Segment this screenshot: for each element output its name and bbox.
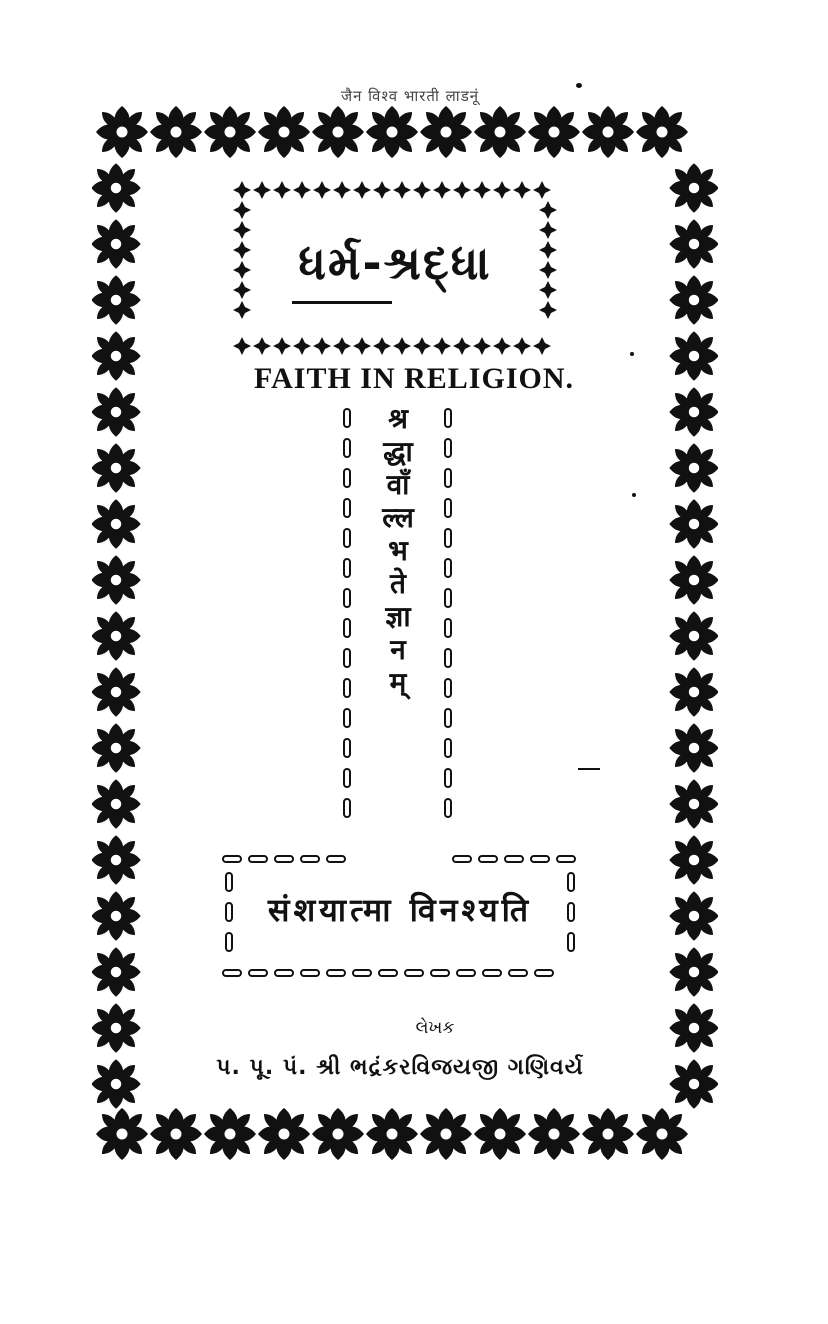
dash-ornament (343, 588, 351, 608)
english-subtitle: FAITH IN RELIGION. (254, 362, 574, 395)
dash-ornament (343, 528, 351, 548)
dash-ornament (444, 558, 452, 578)
star-ornament (453, 181, 471, 199)
dash-ornament (556, 855, 576, 863)
star-ornament (539, 261, 557, 279)
leaf-ornament (582, 1108, 634, 1160)
star-ornament (533, 181, 551, 199)
verse-syllable: ते (390, 567, 406, 600)
star-ornament (433, 337, 451, 355)
leaf-ornament (92, 947, 141, 996)
star-ornament (433, 181, 451, 199)
star-ornament (253, 181, 271, 199)
verse-syllable: भ (388, 534, 408, 567)
dash-ornament (343, 648, 351, 668)
dash-ornament (343, 408, 351, 428)
leaf-ornament (669, 387, 718, 436)
dash-ornament (534, 969, 554, 977)
dash-ornament (444, 618, 452, 638)
star-ornament (253, 337, 271, 355)
leaf-ornament (92, 723, 141, 772)
sanskrit-motto: संशयात्मा विनश्यति (267, 891, 533, 929)
dash-ornament (444, 648, 452, 668)
leaf-ornament (669, 835, 718, 884)
leaf-ornament (366, 1108, 418, 1160)
leaf-ornament (366, 106, 418, 158)
dash-ornament (248, 855, 268, 863)
dash-ornament (343, 498, 351, 518)
dash-ornament (444, 498, 452, 518)
leaf-ornament (669, 163, 718, 212)
dash-ornament (530, 855, 550, 863)
leaf-ornament (150, 106, 202, 158)
star-ornament (233, 221, 251, 239)
star-ornament (513, 181, 531, 199)
print-mark (578, 768, 600, 770)
verse-syllable: ल्ल (382, 501, 414, 534)
dash-ornament (444, 528, 452, 548)
leaf-ornament (669, 275, 718, 324)
dash-ornament (300, 855, 320, 863)
motto-top-dashes-right (452, 854, 582, 864)
leaf-ornament (92, 275, 141, 324)
dash-ornament (343, 618, 351, 638)
leaf-ornament (669, 219, 718, 268)
dash-ornament (444, 768, 452, 788)
leaf-ornament (669, 891, 718, 940)
dash-ornament (482, 969, 502, 977)
star-ornament (233, 301, 251, 319)
star-ornament (413, 337, 431, 355)
dash-ornament (430, 969, 450, 977)
leaf-ornament (92, 555, 141, 604)
dash-ornament (343, 678, 351, 698)
leaf-ornament (669, 443, 718, 492)
star-ornament (293, 337, 311, 355)
leaf-ornament (204, 106, 256, 158)
star-ornament (233, 241, 251, 259)
dash-ornament (343, 798, 351, 818)
dash-ornament (343, 708, 351, 728)
leaf-ornament (258, 106, 310, 158)
dash-ornament (444, 588, 452, 608)
dash-ornament (456, 969, 476, 977)
title-underline (292, 301, 392, 304)
dash-ornament (274, 855, 294, 863)
leaf-ornament (669, 1003, 718, 1052)
dash-ornament (378, 969, 398, 977)
star-ornament (373, 181, 391, 199)
motto-top-dashes-left (222, 854, 352, 864)
leaf-ornament (92, 891, 141, 940)
verse-syllable: ज्ञा (385, 600, 411, 633)
print-mark (632, 493, 636, 497)
star-ornament (233, 201, 251, 219)
leaf-ornament (528, 1108, 580, 1160)
leaf-ornament (312, 1108, 364, 1160)
star-ornament (473, 337, 491, 355)
dash-ornament (326, 855, 346, 863)
dash-ornament (343, 438, 351, 458)
star-ornament (233, 261, 251, 279)
star-ornament (313, 337, 331, 355)
verse-syllable: श्र (388, 402, 408, 435)
star-ornament (273, 337, 291, 355)
leaf-ornament (92, 1059, 141, 1108)
leaf-ornament (312, 106, 364, 158)
dash-ornament (404, 969, 424, 977)
dash-ornament (222, 969, 242, 977)
dash-ornament (444, 678, 452, 698)
leaf-ornament (669, 1059, 718, 1108)
dash-ornament (222, 855, 242, 863)
leaf-ornament (636, 106, 688, 158)
leaf-ornament (92, 835, 141, 884)
dash-ornament (352, 969, 372, 977)
leaf-ornament (474, 1108, 526, 1160)
dash-ornament (504, 855, 524, 863)
verse-syllable: वाँ (386, 468, 410, 501)
star-ornament (493, 337, 511, 355)
dash-ornament (508, 969, 528, 977)
leaf-ornament (92, 387, 141, 436)
verse-syllable: न (390, 633, 406, 666)
star-ornament (233, 281, 251, 299)
leaf-ornament (96, 106, 148, 158)
left-pillar-dashes (340, 408, 354, 828)
star-ornament (513, 337, 531, 355)
star-ornament (353, 181, 371, 199)
star-ornament (293, 181, 311, 199)
leaf-ornament (258, 1108, 310, 1160)
dash-ornament (326, 969, 346, 977)
leaf-ornament (92, 443, 141, 492)
dash-ornament (452, 855, 472, 863)
leaf-ornament (669, 667, 718, 716)
verse-syllable: म् (389, 666, 407, 699)
leaf-ornament (92, 779, 141, 828)
leaf-ornament (150, 1108, 202, 1160)
motto-frame (218, 850, 582, 978)
star-ornament (493, 181, 511, 199)
dash-ornament (444, 438, 452, 458)
dash-ornament (343, 558, 351, 578)
leaf-ornament (92, 667, 141, 716)
star-ornament (313, 181, 331, 199)
print-mark (630, 352, 634, 356)
star-ornament (473, 181, 491, 199)
title-frame (230, 178, 560, 358)
dash-ornament (444, 468, 452, 488)
leaf-ornament (92, 219, 141, 268)
star-ornament (539, 241, 557, 259)
leaf-ornament (96, 1108, 148, 1160)
star-ornament (233, 337, 251, 355)
star-ornament (333, 181, 351, 199)
leaf-ornament (636, 1108, 688, 1160)
leaf-ornament (669, 499, 718, 548)
star-ornament (233, 181, 251, 199)
star-ornament (393, 337, 411, 355)
star-ornament (533, 337, 551, 355)
vertical-verse (356, 402, 440, 699)
library-stamp-text: जैन विश्व भारती लाडनूं (340, 87, 480, 105)
star-ornament (413, 181, 431, 199)
dash-ornament (300, 969, 320, 977)
leaf-ornament (528, 106, 580, 158)
star-ornament (539, 281, 557, 299)
leaf-ornament (420, 106, 472, 158)
dash-ornament (248, 969, 268, 977)
verse-syllable: द्धा (383, 435, 413, 468)
leaf-ornament (669, 779, 718, 828)
right-pillar-dashes (441, 408, 455, 828)
dash-ornament (444, 408, 452, 428)
dash-ornament (274, 969, 294, 977)
star-ornament (539, 301, 557, 319)
star-ornament (539, 201, 557, 219)
star-ornament (353, 337, 371, 355)
leaf-ornament (92, 611, 141, 660)
author-label: લેખક (415, 1018, 455, 1038)
leaf-ornament (669, 947, 718, 996)
dash-ornament (343, 738, 351, 758)
leaf-ornament (92, 1003, 141, 1052)
star-ornament (333, 337, 351, 355)
leaf-ornament (669, 723, 718, 772)
leaf-ornament (669, 555, 718, 604)
leaf-ornament (92, 331, 141, 380)
leaf-ornament (582, 106, 634, 158)
leaf-ornament (420, 1108, 472, 1160)
star-ornament (393, 181, 411, 199)
dash-ornament (444, 798, 452, 818)
star-ornament (273, 181, 291, 199)
dash-ornament (225, 932, 233, 952)
dash-ornament (343, 468, 351, 488)
leaf-ornament (669, 611, 718, 660)
dash-ornament (567, 932, 575, 952)
motto-bottom-dashes (222, 968, 560, 978)
leaf-ornament (204, 1108, 256, 1160)
dash-ornament (343, 768, 351, 788)
star-ornament (453, 337, 471, 355)
leaf-ornament (92, 163, 141, 212)
leaf-ornament (474, 106, 526, 158)
star-ornament (539, 221, 557, 239)
author-name: પ. પૂ. પં. શ્રી ભદ્રંકરવિજયજી ગણિવર્ય (216, 1055, 584, 1080)
leaf-ornament (92, 499, 141, 548)
dash-ornament (478, 855, 498, 863)
star-ornament (373, 337, 391, 355)
dash-ornament (444, 738, 452, 758)
title-panel (258, 206, 532, 328)
book-title: ધર્મ-શ્રદ્ધા (298, 236, 492, 290)
ink-speck (576, 83, 582, 88)
dash-ornament (444, 708, 452, 728)
leaf-ornament (669, 331, 718, 380)
